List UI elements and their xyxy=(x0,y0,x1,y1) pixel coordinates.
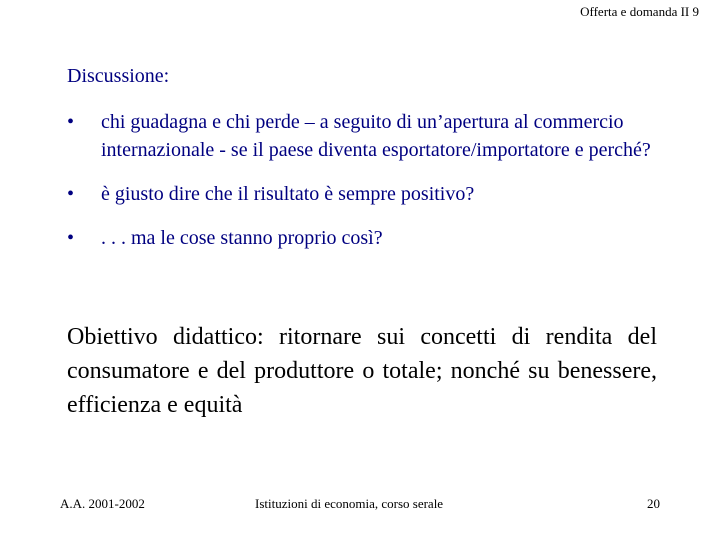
discussion-bullet-item xyxy=(67,108,667,164)
footer-academic-year: A.A. 2001-2002 xyxy=(60,496,145,511)
discussion-bullet-item xyxy=(67,224,667,252)
bullet-dot-icon: • xyxy=(67,227,75,249)
slide-header-title: Offerta e domanda II 9 xyxy=(580,4,699,19)
discussion-bullet-text: chi guadagna e chi perde – a seguito di un’apertura al commercio internazionale - se il paese diventa esportatore/importatore e perché? xyxy=(101,111,651,161)
objective-paragraph: Obiettivo didattico: ritornare sui concetti di rendita del consumatore e del produttore o totale; nonché su benessere, efficienza e equità xyxy=(67,324,657,418)
discussion-bullet-list xyxy=(67,108,667,252)
footer-course-title: Istituzioni di economia, corso serale xyxy=(255,496,444,511)
bullet-dot-icon: • xyxy=(67,183,75,205)
discussion-heading: Discussione: xyxy=(67,65,170,87)
footer-page-number: 20 xyxy=(647,496,660,511)
discussion-bullet-item xyxy=(67,180,667,208)
discussion-bullet-text: è giusto dire che il risultato è sempre positivo? xyxy=(101,183,475,205)
bullet-dot-icon: • xyxy=(67,111,75,133)
discussion-bullet-text: . . . ma le cose stanno proprio così? xyxy=(101,227,383,249)
